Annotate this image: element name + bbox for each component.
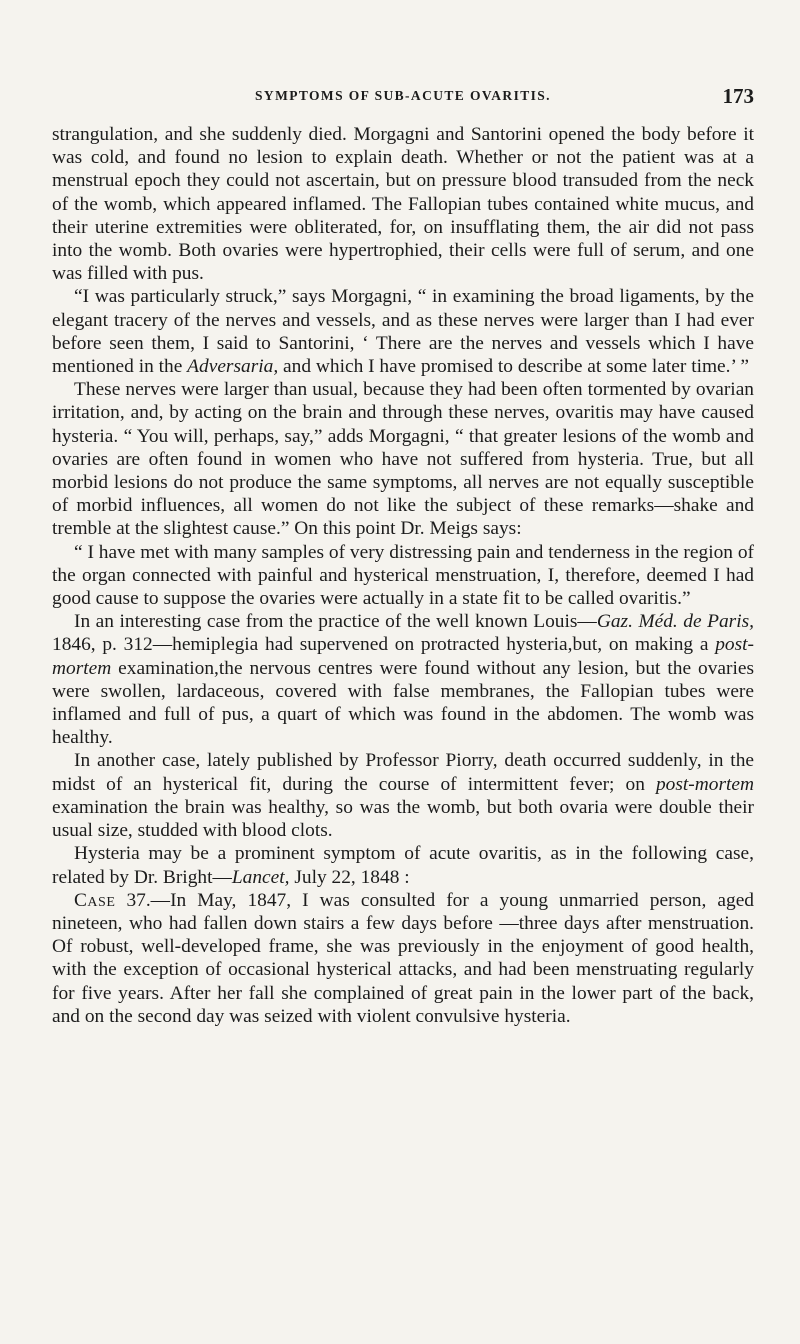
paragraph-text: 1846, p. 312—hemiplegia had supervened on protracted hysteria,but, on making a [52, 634, 716, 656]
body-text [52, 123, 754, 1028]
paragraph-text: and which I have promised to describe at some later time.’ ” [278, 356, 749, 378]
italic-title: Adversaria, [187, 356, 279, 378]
running-head [52, 84, 754, 108]
paragraph-text: “ I have met with many samples of very distressing pain and tenderness in the region of the organ connected with painful and hysterical menstruation, I, therefore, deemed I had good cause to suppose the ovaries were actually in a state fit to be called ovaritis.” [52, 541, 754, 610]
paragraph [52, 123, 754, 285]
paragraph-text: Hysteria may be a prominent symptom of acute ovaritis, as in the following case, related by Dr. Bright— [52, 843, 754, 888]
paragraph [52, 749, 754, 842]
paragraph-text: In another case, lately published by Professor Piorry, death occurred suddenly, in the midst of an hysterical fit, during the course of intermittent fever; on [52, 750, 754, 795]
paragraph-text: strangulation, and she suddenly died. Morgagni and Santorini opened the body before it was cold, and found no lesion to explain death. Whether or not the patient was at a menstrual epoch they could not ascertain, but on pressure blood transuded from the neck of the womb, which appeared inflamed. The Fallopian tubes contained white mucus, and their uterine extremities were obliterated, for, on insufflating them, the air did not pass into the womb. Both ovaries were hypertrophied, their cells were full of serum, and one was filled with pus. [52, 124, 754, 285]
italic-term: post-mortem [655, 773, 754, 795]
italic-citation: Lancet, [231, 866, 290, 888]
case-paragraph [52, 889, 754, 1028]
block-quote [52, 541, 754, 611]
paragraph [52, 378, 754, 540]
paragraph-text: 37.—In May, 1847, I was consulted for a young unmarried person, aged nineteen, who had fallen down stairs a few days before —three days after menstruation. Of robust, well-developed frame, she was previously in the enjoyment of good health, with the exception of occasional hysterical attacks, and had been menstruating regularly for five years. After her fall she complained of great pain in the lower part of the back, and on the second day was seized with violent convulsive hysteria. [52, 889, 754, 1027]
paragraph-text: “I was particularly struck,” says Morgagni, “ in examining the broad ligaments, by the elegant tracery of the nerves and vessels, and as these nerves were larger than I had ever before seen them, I said to Santorini, ‘ There are the nerves and vessels which I have mentioned in the [52, 286, 754, 378]
page-number: 173 [722, 84, 754, 108]
paragraph-text: In an interesting case from the practice of the well known Louis— [74, 611, 597, 633]
italic-citation: Gaz. Méd. de Paris, [596, 611, 754, 633]
italic-term: post-mortem [52, 634, 754, 679]
paragraph [52, 610, 754, 749]
running-title: SYMPTOMS OF SUB-ACUTE OVARITIS. [255, 88, 551, 103]
case-label: Case [74, 889, 116, 911]
paragraph-text: July 22, 1848 : [289, 866, 410, 888]
paragraph-text: These nerves were larger than usual, because they had been often tormented by ovarian irritation, and, by acting on the brain and through these nerves, ovaritis may have caused hysteria. “ You will, perhaps, say,” adds Morgagni, “ that greater lesions of the womb and ovaries are often found in women who have not suffered from hysteria. True, but all morbid lesions do not produce the same symptoms, all nerves are not equally susceptible of morbid influences, all women do not like the subject of these remarks—shake and tremble at the slightest cause.” On this point Dr. Meigs says: [52, 379, 754, 540]
paragraph [52, 842, 754, 888]
paragraph-text: examination the brain was healthy, so was the womb, but both ovaria were double their usual size, studded with blood clots. [52, 796, 754, 842]
paragraph [52, 285, 754, 378]
paragraph-text: examination,the nervous centres were found without any lesion, but the ovaries were swollen, lardaceous, covered with false membranes, the Fallopian tubes were inflamed and full of pus, a quart of which was found in the abdomen. The womb was healthy. [52, 657, 754, 749]
